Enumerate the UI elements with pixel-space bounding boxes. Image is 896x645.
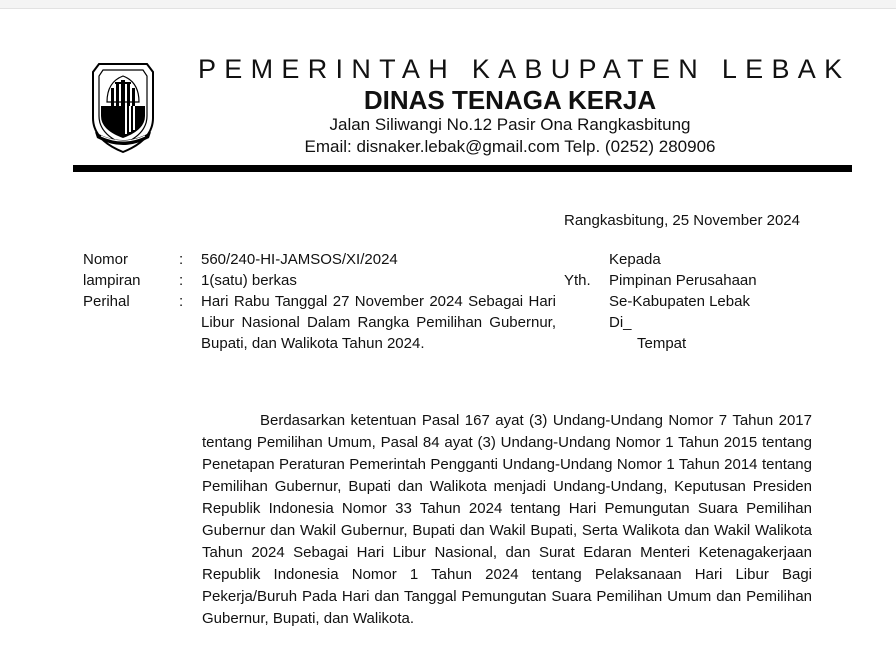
government-title: PEMERINTAH KABUPATEN LEBAK (198, 54, 851, 84)
tempat-label: Tempat (637, 335, 687, 352)
nomor-value: 560/240-HI-JAMSOS/XI/2024 (201, 251, 398, 268)
letter-body (202, 410, 812, 630)
document-page (0, 9, 896, 645)
perihal-value: Hari Rabu Tanggal 27 November 2024 Sebagai Hari Libur Nasional Dalam Rangka Pemilihan Gubernur, Bupati, dan Walikota Tahun 2024. (201, 293, 556, 352)
recipient-line1: Pimpinan Perusahaan (609, 272, 757, 289)
colon: : (179, 251, 184, 268)
meta-row-lampiran (83, 270, 556, 291)
kabupaten-lebak-emblem-icon (89, 58, 157, 154)
meta-row-perihal (83, 291, 556, 354)
letter-date: Rangkasbitung, 25 November 2024 (564, 212, 800, 229)
di-label: Di_ (609, 314, 632, 331)
letterhead-divider (73, 165, 852, 172)
agency-address: Jalan Siliwangi No.12 Pasir Ona Rangkasbitung (329, 115, 691, 134)
perihal-label: Perihal (83, 293, 130, 310)
recipient-line2: Se-Kabupaten Lebak (609, 293, 750, 310)
lampiran-label: lampiran (83, 272, 141, 289)
meta-row-nomor (83, 249, 556, 270)
body-paragraph: Berdasarkan ketentuan Pasal 167 ayat (3) Undang-Undang Nomor 7 Tahun 2017 tentang Pemilihan Umum, Pasal 84 ayat (3) Undang-Undang Nomor 1 Tahun 2015 tentang Penetapan Peraturan Pemerintah Pengganti Undang-Undang Nomor 1 Tahun 2014 tentang Pemilihan Gubernur, Bupati dan Walikota menjadi Undang-Undang, Keputusan Presiden Republik Indonesia Nomor 33 Tahun 2024 tentang Hari Pemungutan Suara Pemilihan Gubernur dan Wakil Gubernur, Bupati dan Wakil Bupati, Serta Walikota dan Wakil Walikota Tahun 2024 Sebagai Hari Libur Nasional, dan Surat Edaran Menteri Ketenagakerjaan Republik Indonesia Nomor 1 Tahun 2024 tentang Pelaksanaan Hari Libur Bagi Pekerja/Buruh Pada Hari dan Tanggal Pemungutan Suara Pemilihan Umum dan Pemilihan Gubernur, Bupati, dan Walikota. (202, 412, 812, 627)
lampiran-value: 1(satu) berkas (201, 272, 297, 289)
kepada-label: Kepada (609, 251, 661, 268)
agency-contact: Email: disnaker.lebak@gmail.com Telp. (0252) 280906 (304, 137, 716, 156)
agency-title: DINAS TENAGA KERJA (363, 85, 657, 115)
colon: : (179, 293, 184, 310)
viewer-top-bar (0, 0, 896, 9)
colon: : (179, 272, 184, 289)
nomor-label: Nomor (83, 251, 129, 268)
recipient-block (564, 249, 757, 354)
yth-label: Yth. (564, 272, 591, 289)
letter-meta (83, 249, 556, 354)
